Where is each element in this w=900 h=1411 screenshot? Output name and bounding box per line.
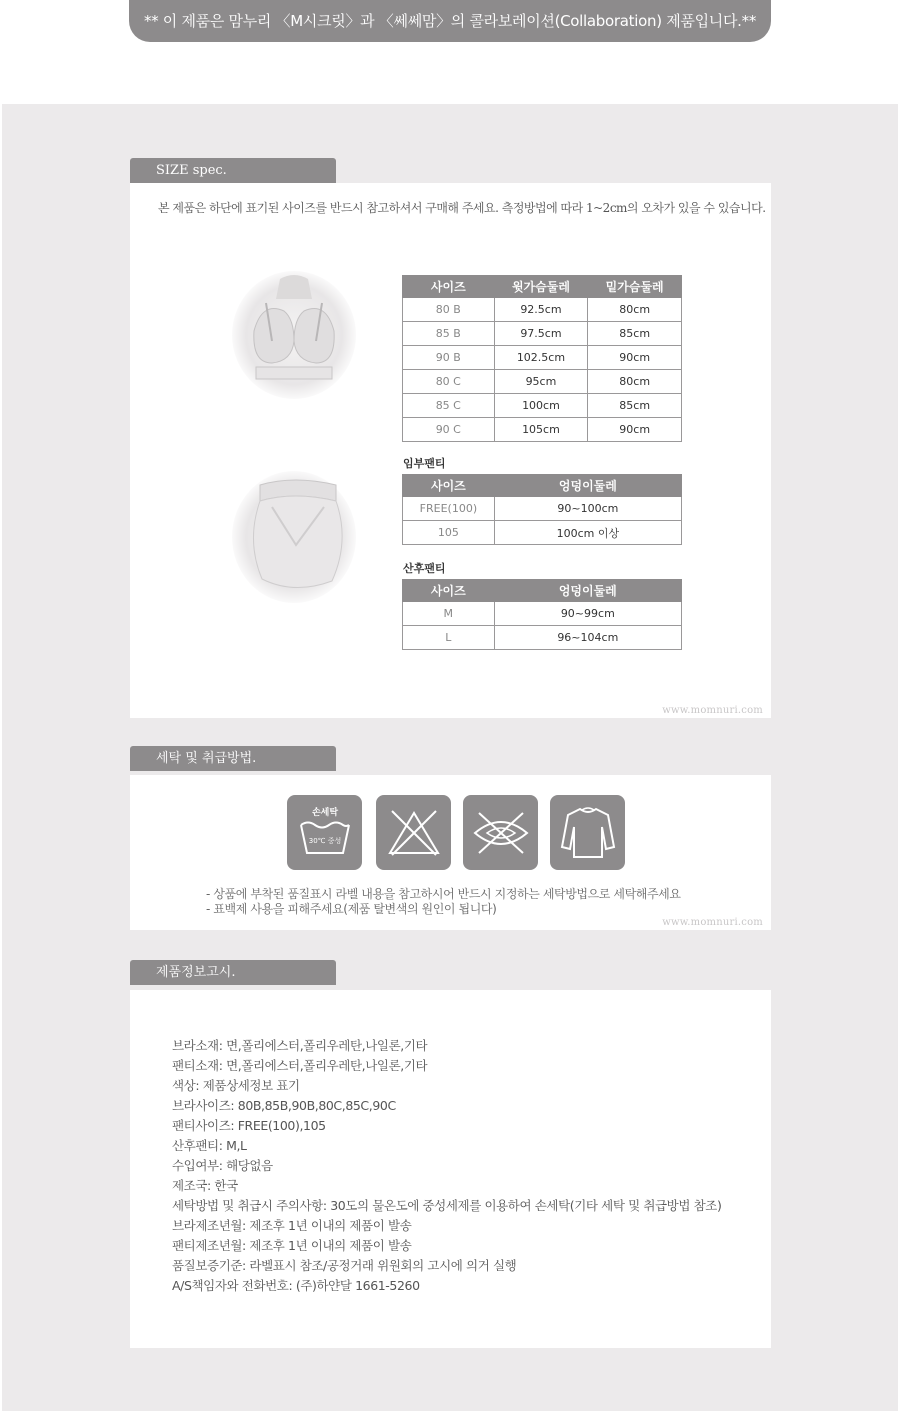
product-info-list bbox=[172, 1036, 721, 1296]
no-bleach-glyph bbox=[384, 803, 444, 863]
lay-flat-dry-icon bbox=[550, 795, 625, 870]
upper-bust-cell: 100cm bbox=[494, 394, 588, 418]
size-cell: 80 B bbox=[403, 298, 495, 322]
list-item: 브라사이즈: 80B,85B,90B,80C,85C,90C bbox=[172, 1098, 396, 1113]
size-cell: 90 C bbox=[403, 418, 495, 442]
col-header-size: 사이즈 bbox=[403, 276, 495, 298]
under-bust-cell: 90cm bbox=[588, 418, 682, 442]
collaboration-notice: ** 이 제품은 맘누리 〈M시크릿〉과 〈쎄쎄맘〉의 콜라보레이션(Collaboration) 제품입니다.** bbox=[129, 0, 771, 42]
care-tab: 세탁 및 취급방법. bbox=[130, 746, 336, 771]
under-bust-cell: 85cm bbox=[588, 322, 682, 346]
maternity-table-header bbox=[403, 475, 682, 497]
col-header-size: 사이즈 bbox=[403, 580, 495, 602]
table-row bbox=[403, 394, 682, 418]
list-item: 색상: 제품상세정보 표기 bbox=[172, 1078, 300, 1093]
col-header-hip: 엉덩이둘레 bbox=[494, 580, 681, 602]
no-tumble-dry-icon bbox=[463, 795, 538, 870]
under-bust-cell: 85cm bbox=[588, 394, 682, 418]
size-cell: FREE(100) bbox=[403, 497, 495, 521]
table-row bbox=[403, 602, 682, 626]
site-watermark: www.momnuri.com bbox=[662, 917, 763, 928]
postpartum-table-header bbox=[403, 580, 682, 602]
list-item: 브라소재: 면,폴리에스터,폴리우레탄,나일론,기타 bbox=[172, 1038, 428, 1053]
size-cell: 85 B bbox=[403, 322, 495, 346]
upper-bust-cell: 95cm bbox=[494, 370, 588, 394]
list-item: 팬티제조년월: 제조후 1년 이내의 제품이 발송 bbox=[172, 1238, 412, 1253]
under-bust-cell: 80cm bbox=[588, 298, 682, 322]
care-panel bbox=[130, 775, 771, 930]
list-item: 팬티소재: 면,폴리에스터,폴리우레탄,나일론,기타 bbox=[172, 1058, 428, 1073]
size-spec-tab: SIZE spec. bbox=[130, 158, 336, 183]
list-item: 브라제조년월: 제조후 1년 이내의 제품이 발송 bbox=[172, 1218, 412, 1233]
col-header-upper-bust: 윗가슴둘레 bbox=[494, 276, 588, 298]
size-cell: 105 bbox=[403, 521, 495, 545]
hip-cell: 96~104cm bbox=[494, 626, 681, 650]
site-watermark: www.momnuri.com bbox=[662, 705, 763, 716]
upper-bust-cell: 92.5cm bbox=[494, 298, 588, 322]
product-info-panel bbox=[130, 990, 771, 1348]
list-item: A/S책임자와 전화번호: (주)하얀달 1661-5260 bbox=[172, 1278, 420, 1293]
postpartum-panty-label: 산후팬티 bbox=[403, 562, 446, 575]
bra-illustration bbox=[232, 271, 356, 399]
size-intro-text: 본 제품은 하단에 표기된 사이즈를 반드시 참고하셔서 구매해 주세요. 측정방법에 따라 1~2cm의 오차가 있을 수 있습니다. bbox=[158, 201, 766, 215]
postpartum-panty-table bbox=[402, 579, 682, 650]
list-item: 제조국: 한국 bbox=[172, 1178, 238, 1193]
col-header-size: 사이즈 bbox=[403, 475, 495, 497]
size-cell: 85 C bbox=[403, 394, 495, 418]
maternity-panty-label: 임부팬티 bbox=[403, 457, 446, 470]
hand-wash-label: 손세탁 bbox=[311, 807, 338, 818]
panty-illustration bbox=[232, 471, 356, 603]
list-item: 품질보증기준: 라벨표시 참조/공정거래 위원회의 고시에 의거 실행 bbox=[172, 1258, 517, 1273]
upper-bust-cell: 105cm bbox=[494, 418, 588, 442]
upper-bust-cell: 97.5cm bbox=[494, 322, 588, 346]
product-info-tab: 제품정보고시. bbox=[130, 960, 336, 985]
size-cell: M bbox=[403, 602, 495, 626]
table-row bbox=[403, 497, 682, 521]
table-row bbox=[403, 370, 682, 394]
table-row bbox=[403, 521, 682, 545]
table-row bbox=[403, 322, 682, 346]
hip-cell: 90~100cm bbox=[494, 497, 681, 521]
table-row bbox=[403, 418, 682, 442]
list-item: 팬티사이즈: FREE(100),105 bbox=[172, 1118, 326, 1133]
no-bleach-icon bbox=[376, 795, 451, 870]
col-header-under-bust: 밑가슴둘레 bbox=[588, 276, 682, 298]
sweater-glyph bbox=[558, 803, 618, 863]
hip-cell: 90~99cm bbox=[494, 602, 681, 626]
care-note-bleach: - 표백제 사용을 피해주세요(제품 탈변색의 원인이 됩니다) bbox=[206, 902, 497, 916]
table-row bbox=[403, 626, 682, 650]
size-cell: 80 C bbox=[403, 370, 495, 394]
under-bust-cell: 80cm bbox=[588, 370, 682, 394]
size-spec-panel bbox=[130, 183, 771, 718]
list-item: 수입여부: 해당없음 bbox=[172, 1158, 273, 1173]
upper-bust-cell: 102.5cm bbox=[494, 346, 588, 370]
bra-size-table bbox=[402, 275, 682, 442]
hand-wash-icon bbox=[287, 795, 362, 870]
bra-table-header bbox=[403, 276, 682, 298]
care-note-label: - 상품에 부착된 품질표시 라벨 내용을 참고하시어 반드시 지정하는 세탁방법으로 세탁해주세요 bbox=[206, 887, 681, 901]
hand-wash-temp-label: 30℃ 중성 bbox=[308, 836, 341, 845]
under-bust-cell: 90cm bbox=[588, 346, 682, 370]
maternity-panty-table bbox=[402, 474, 682, 545]
list-item: 세탁방법 및 취급시 주의사항: 30도의 물온도에 중성세제를 이용하여 손세탁(기타 세탁 및 취급방법 참조) bbox=[172, 1198, 722, 1213]
no-tumble-dry-glyph bbox=[471, 803, 531, 863]
panty-product-image bbox=[232, 471, 356, 603]
list-item: 산후팬티: M,L bbox=[172, 1138, 247, 1153]
size-cell: L bbox=[403, 626, 495, 650]
hand-wash-glyph bbox=[295, 803, 355, 863]
table-row bbox=[403, 298, 682, 322]
size-cell: 90 B bbox=[403, 346, 495, 370]
bra-product-image bbox=[232, 271, 356, 399]
hip-cell: 100cm 이상 bbox=[494, 521, 681, 545]
col-header-hip: 엉덩이둘레 bbox=[494, 475, 681, 497]
table-row bbox=[403, 346, 682, 370]
